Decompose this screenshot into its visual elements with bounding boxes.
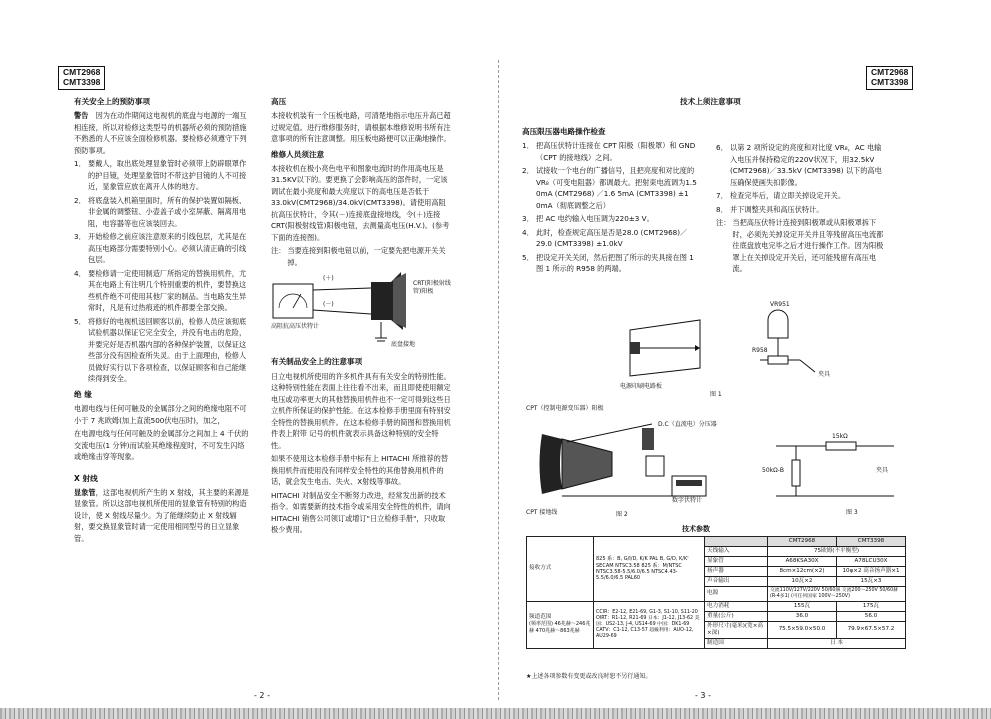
fig1-caption: 图 1 [710, 391, 722, 398]
col-cmt3398: CMT3398 [837, 537, 906, 547]
steps-left [522, 140, 702, 275]
voltmeter-shape [273, 284, 313, 318]
list-item-text: 要戴人，取出底处理显象管时必须带上防辟眼罩作的护目镜，处理显象管时不带这护目镜的人不可接近，显象管应放在离开人体的地方。 [88, 159, 247, 192]
scan-edge [0, 708, 991, 719]
model-label-left: CMT2968 CMT3398 [58, 66, 105, 90]
list-item-number: 2． [74, 195, 86, 205]
warning-paragraph: 警告 因为在动作期间这电视机的底盘与电源的一端互相连接，所以对检修这类型号的机器所必须的预防措施不熟悉的人不应该全面检修机器。要检修必须遵守下列预防事项。 [74, 111, 247, 155]
safety-title: 有关安全上的预防事项 [74, 97, 150, 106]
note: 注： 当要连接到阳极电钮以前，一定要先把电源开关关掉。 [271, 246, 446, 267]
r15k-shape [826, 442, 856, 450]
insulation-text-2: 在电源电线与任何可触及的金属部分之间加上 4 千伏的交流电压(1 分钟)而试验其绝缘程度时，不可发生闪络或绝缘击穿等现象。 [74, 429, 249, 462]
vr951-label: VR951 [770, 301, 790, 308]
list-item-number: 8． [716, 204, 728, 214]
spec-row: 显象管 A68KSA30X A78LCU30X [527, 556, 906, 566]
list-item-text: 将修好的电视机送回顾客以前，检修人员应该彻底试验机器以保证它完全安全，并没有电击的危险，并要完好是否机器内部的各种保护装置，以保证这些部分没有因检查所失灵。由于上面理由，检修人员做好实行以下各项检查，以保证顾客和自己能继续得到安全。 [88, 316, 247, 384]
cpt-shape [562, 439, 612, 489]
right-col-2 [716, 142, 886, 277]
list-item [74, 195, 250, 230]
spec-row: 扬声器 8cm×12cm(×2) 10φ×2 高音扬声器×1 [527, 566, 906, 576]
dc-label: D.C（直流电）分压器 [658, 421, 717, 428]
figure-3 [762, 430, 906, 520]
list-item [716, 142, 886, 188]
list-item-text: 试接收一个电台的广播信号，且把亮度和对比度的 VR₈（可变电阻器）都调最大。把射束电流调为1.5 0mA (CMT2968) ／1.6 5mA (CMT3398) ±1 0mA（彻底调整之后） [536, 166, 697, 210]
list-item-number: 3． [74, 232, 86, 242]
insulation-title: 绝 缘 [74, 390, 92, 399]
spec-row: 声音输出 10瓦×2 15瓦×3 [527, 576, 906, 586]
xray-paragraph: 显象管，这部电视机所产生的 X 射线，其主要的来源是显象管。所以这部电视机所使用的显象管有特别的构造设计，使 X 射线尽量少。为了能继续防止 X 射线辐射，要交换显象管时请一定使用相同型号的日立显象管。 [74, 487, 249, 543]
list-item-number: 7． [716, 191, 728, 201]
clamp-label: 夹具 [818, 371, 831, 378]
personnel-text: 本接收机在极小亮色电平和图象电流时的作用高电压是31.5KV以下的。要更换了会影响高压的部件时，一定该调试在最小亮度和最大亮度以下的高电压是否低于33.0kV(CMT2968)/34.0kV(CMT3398)。请使用高阻抗高压伏特计，令其(－)连接底盘接地线，令(＋)连接 CRT(阳极射线管)阳极电钮，去测量高电压(H.V.)。(参考下面的连接图)。 [271, 163, 450, 242]
meter-label: 高阻抗高压伏特计 [271, 323, 320, 331]
r958-label: R958 [752, 347, 768, 354]
spec-row: 电源 交流110V/127V/220V 50/60赫 交流200～250V 50/60赫 (R-4多1) (可任何国家 100V～250V) [527, 586, 906, 601]
list-item [522, 165, 702, 211]
list-item [74, 268, 250, 314]
spec-row: 重量(公斤) 36.0 56.0 [527, 611, 906, 621]
list-item [522, 227, 702, 250]
left-col-2 [271, 96, 451, 538]
parts-title: 有关制品安全上的注意事项 [271, 357, 363, 367]
clamp-label-3: 夹具 [876, 467, 889, 474]
hv-check-title: 高压限压器电路操作检查 [522, 127, 606, 136]
list-item-number: 1． [74, 159, 86, 169]
r50k-label: 50kΩ-B [762, 467, 784, 474]
ground-label: 底盘接地 [391, 341, 416, 349]
spec-row: 制造国 日 本 [527, 638, 906, 648]
list-item-text: 要检修请一定使用制造厂所指定的替换用机件，尤其在电路上有注明几个特别重要的机件，要替换这些机件绝不可使用其他厂家的制品。当电路发生异常时，凡是有过热痕迹的机件都要全部交换。 [88, 268, 247, 313]
list-item-text: 此时，检查规定高压是否是28.0 (CMT2968)／29.0 (CMT3398) ±1.0kV [536, 227, 688, 249]
fig2-caption: 图 2 [616, 511, 628, 518]
divider-shape [642, 428, 654, 450]
list-item-text: 开始检修之前应该注意原来的引线包层，尤其是在高压电路部分需要特别小心。必须认清正确的引线包层。 [88, 232, 247, 265]
right-col-1 [522, 126, 702, 277]
page-number-right: - 3 - [695, 691, 711, 700]
list-item-number: 2． [522, 166, 534, 176]
voltmeter-label: 数字伏特计 [672, 497, 703, 504]
steps-right [716, 142, 886, 275]
plus-label: (＋) [323, 275, 334, 283]
list-item-text: 将底盘装入机箱里面时，所有的保护装置如隔板、非金属的调整钮、小壶盖子或小室屏蔽、隔离用电阻，电容器等也应该装回去。 [88, 195, 247, 228]
spec-header-row [527, 537, 906, 547]
insulation-text: 电源电线与任何可触及的金属部分之间的绝缘电阻不可小于 7 兆欧姆(加上直流500伏电压时)，加之， [74, 404, 247, 425]
r50k-shape [792, 460, 800, 486]
spec-table [526, 536, 906, 649]
fig3-caption: 图 3 [846, 509, 858, 516]
receive-text: 825 系：B, G/I/D, K/K PAL B, G/D, K/K' SECAM NTSC3.58 825 系：M/NTSC NTSC3.58-5.5/6.0/6.5 NTSC4.43-5.5/6.0/6.5 PAL60 [594, 537, 705, 602]
list-item [716, 217, 886, 275]
list-item [74, 158, 250, 193]
list-item-number: 5． [522, 252, 534, 262]
page-number-left: - 2 - [254, 691, 270, 700]
list-item-text: 把 AC 电约输入电压调为220±3 V。 [536, 214, 654, 224]
figure-2 [522, 404, 722, 520]
personnel-title: 维修人员须注意 [271, 149, 325, 159]
spec-title: 技术参数 [682, 525, 710, 533]
list-item-text: 以第 2 项所设定的亮度和对比度 VR₈，AC 电输入电压并保持稳定的220V状况下，用32.5kV (CMT2968)／33.5kV (CMT3398) 以下的高电压确保使画失扣影像。 [730, 143, 882, 187]
col-cmt2968: CMT2968 [768, 537, 837, 547]
list-item-number: 注： [716, 218, 731, 228]
list-item [74, 316, 250, 385]
r15k-label: 15kΩ [832, 433, 848, 440]
ground-wire-label: CPT 接地线 [526, 509, 558, 516]
list-item [522, 213, 702, 225]
list-item-text: 把设定开关关闭，然后把图了所示的夹具接在图 1 图 1 所示的 R958 的两端。 [536, 252, 694, 274]
fold-line [498, 60, 500, 700]
list-item-number: 4． [74, 268, 86, 278]
list-item-number: 4． [522, 227, 534, 237]
list-item [522, 252, 702, 275]
list-item [522, 140, 702, 163]
hv-title: 高压 [271, 97, 287, 106]
crt-label: CRT(阳极射线管)阳极 [413, 280, 451, 296]
minus-label: (－) [323, 301, 334, 309]
list-item-number: 1． [522, 141, 534, 151]
spec-footnote: ★上述各项参数有变更或改良时恕不另行通知。 [526, 673, 652, 680]
spec-row: 天线输入 75欧姆(不平衡型) [527, 546, 906, 556]
list-item-text: 检查完毕后，请立即关掉设定开关。 [730, 191, 846, 201]
list-item-number: 5． [74, 316, 86, 326]
list-item-text: 把高压伏特计连接在 CPT 阳极（阳极罩）和 GND（CPT 的接地线）之间。 [536, 141, 696, 162]
spec-row: 外形尺寸(毫米)(宽×高×深) 75.5×59.0×50.0 79.9×67.5×57.2 [527, 621, 906, 638]
left-col-1 [74, 96, 250, 546]
list-item-text: 当把高压伏特计连接到阳极罩或从阳极罩拆下时，必须先关掉设定开关并且等残留高压电流都往底盘放电完毕之后才进行操作工作。因为阳极罩上在关掉设定开关后，还可能残留有高压电流。 [732, 218, 884, 274]
safety-list [74, 158, 250, 385]
list-item [716, 190, 886, 202]
pcb-label: 电源印刷电路板 [620, 383, 663, 390]
receive-label: 接收方式 [527, 537, 594, 602]
hv-connection-diagram [271, 270, 451, 350]
list-item [716, 204, 886, 216]
parts-text-1: 日立电视机所使用的许多机件具有有关安全的特别性能。这种特别性能在表面上往往看不出来，而且即使使用额定电压或功率更大的其他替换用机件也不一定可得到这些日立机件所保证的保护性能。在这本检修手册里面有特别安全特性的替换用机件。在这本检修手册的简图和替换用机件表上附带 记号的机件就表示具备这种特别的安全特性。 [271, 371, 451, 450]
list-item-number: 6． [716, 143, 728, 152]
xray-title: X 射线 [74, 473, 98, 483]
parts-text-4: 如果不使用这本检修手册中标有上 HITACHI 所推荐的替换用机件而使用没有同样安全特性的其他替换用机件的话，就会发生电击、失火、X射线等事故。 [271, 454, 449, 487]
cpt-label: CPT（控制电源变压器）阳极 [526, 405, 604, 412]
model-label-right: CMT2968 CMT3398 [866, 66, 913, 90]
r958-shape [768, 356, 788, 364]
figure-1 [600, 301, 900, 400]
hv-text: 本接收机装有一个压板电路，可清楚地指示电压升高已超过规定值。进行维修服务时，请根据本维修说明书所有注意事项的所有注意调整。用压板电路便可以正确地操作。 [271, 111, 451, 144]
list-item [74, 231, 250, 266]
parts-text-3: HITACHI 对制品安全不断努力改进，经常发出新的技术指令。如需要新的技术指令或采用安全特性的机件，请向 HITACHI 销售公司领订或增订"日立检修手册"，只收取极少费用。 [271, 490, 451, 535]
list-item-text: 并下调整夹具和高压伏特计。 [730, 204, 824, 214]
spec-row: 频道范围 (频率范围) 46兆赫～246兆赫 470兆赫～863兆赫 CCIR：E2-12, E21-69, G1-3, S1-10, S11-20 OIRT：R1-12, R21-69 日本：J1-12, J13-62 美国：US2-13, J-4, US14-69 中国：DK1-69 CATV：C1-12, C13-57 超級利用：AUO-12, AU29-69 电力消耗 155瓦 175瓦 [527, 601, 906, 611]
band-text: CCIR：E2-12, E21-69, G1-3, S1-10, S11-20 OIRT：R1-12, R21-69 日本：J1-12, J13-62 美国：US2-13, J-4, US14-69 中国：DK1-69 CATV：C1-12, C13-57 超級利用：AUO-12, AU29-69 [594, 601, 705, 648]
spec-table-wrap [526, 536, 906, 649]
right-header: 技术上须注意事项 [680, 97, 741, 106]
list-item-number: 3． [522, 214, 534, 224]
vr951-shape [768, 310, 788, 338]
